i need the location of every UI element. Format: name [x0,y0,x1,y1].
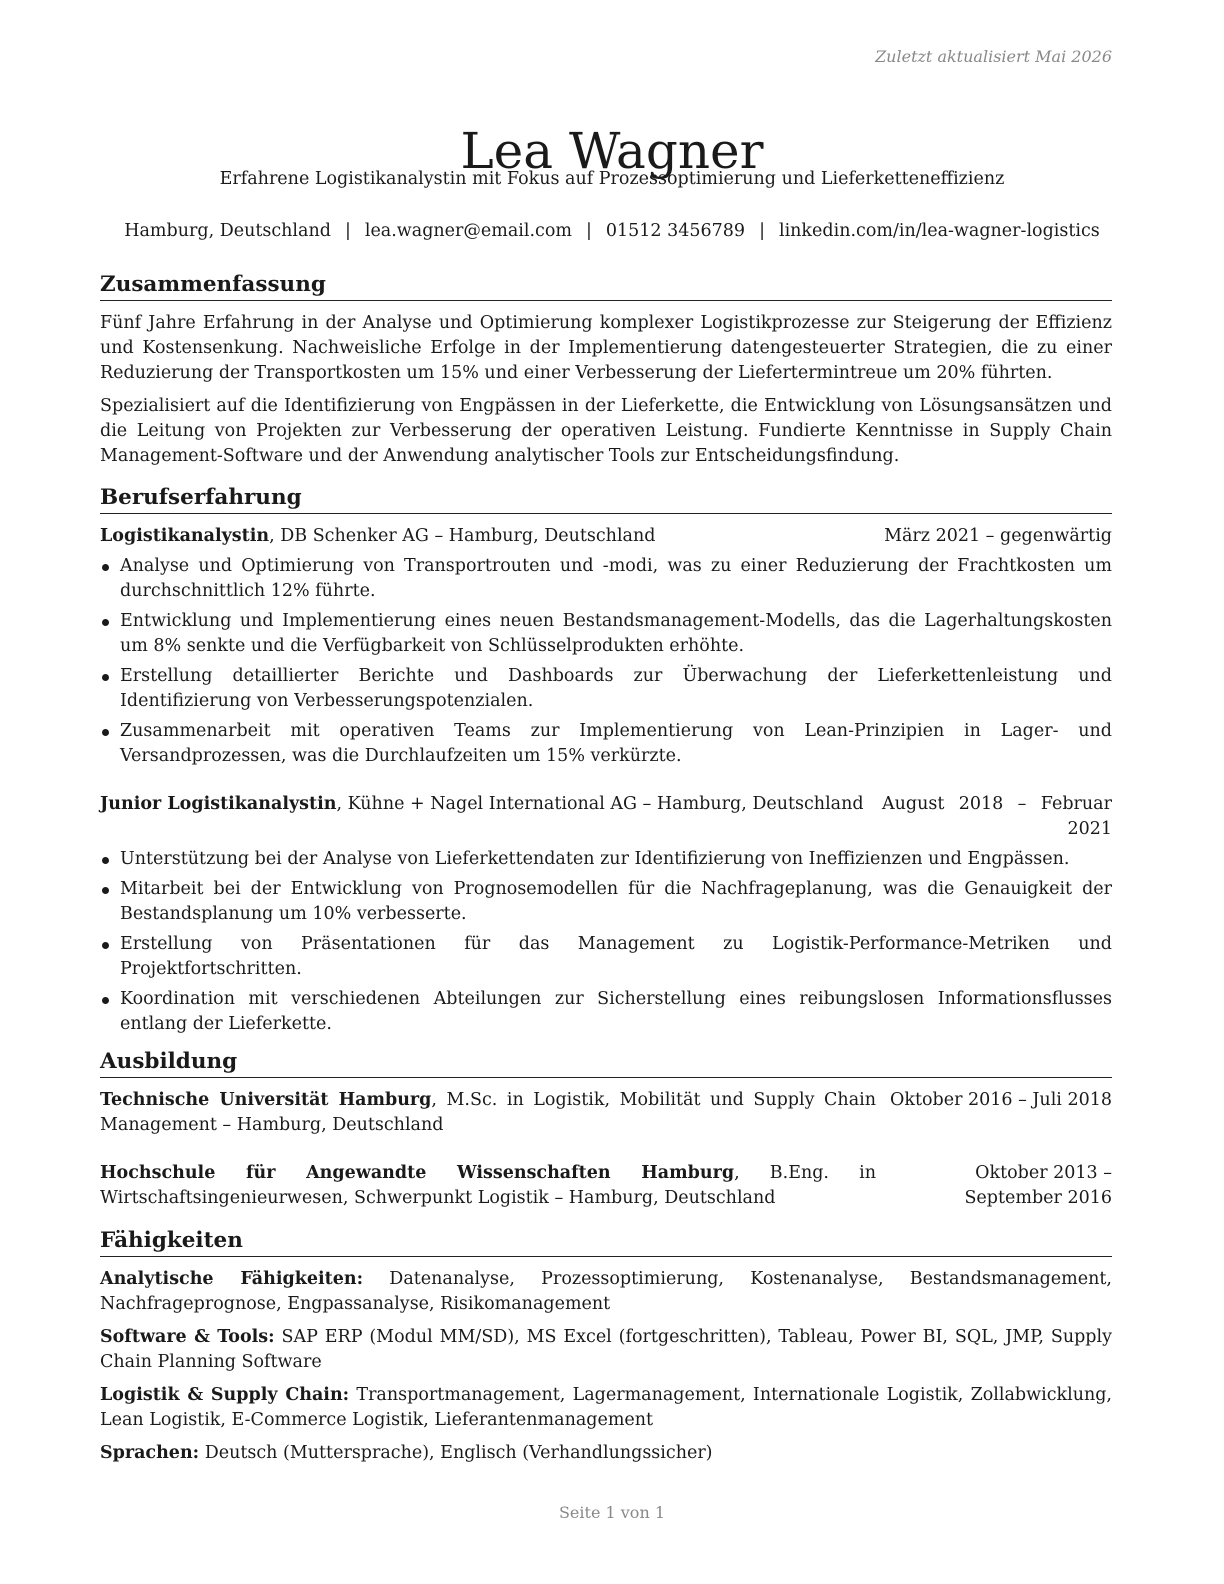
degree-detail: , M.Sc. in Logistik, Mobilität und Supply Chain Management – Hamburg, Deutschland [100,1090,876,1135]
page-footer: Seite 1 von 1 [558,1503,666,1522]
job-entry [100,524,1112,769]
section-heading-education: Ausbildung [100,1047,1112,1078]
job-company: , DB Schenker AG – Hamburg, Deutschland [269,526,656,546]
degree-detail: , B.Eng. in Wirtschaftsingenieurwesen, Schwerpunkt Logistik – Hamburg, Deutschland [100,1163,876,1208]
summary-section [100,270,1112,469]
list-item [100,987,1112,1037]
section-heading-experience: Berufserfahrung [100,483,1112,514]
education-entry [100,1161,1112,1211]
job-title: Logistikanalystin [100,526,270,546]
education-entry [100,1088,1112,1138]
education-section [100,1047,1112,1211]
bullet-text: Koordination mit verschiedenen Abteilungen zur Sicherstellung eines reibungslosen Informationsflusses entlang der Lieferkette. [120,989,1112,1034]
skill-text: Deutsch (Muttersprache), Englisch (Verhandlungssicher) [199,1443,713,1463]
summary-paragraph: Fünf Jahre Erfahrung in der Analyse und Optimierung komplexer Logistikprozesse zur Steigerung der Effizienz und Kostensenkung. Nachweisliche Erfolge in der Implementierung datengesteuerter Strategien, die zu einer Reduzierung der Transportkosten um 15% und einer Verbesserung der Liefertermintreue um 20% führten. [100,313,1112,383]
summary-paragraph: Spezialisiert auf die Identifizierung von Engpässen in der Lieferkette, die Entwicklung von Lösungsansätzen und die Leitung von Projekten zur Verbesserung der operativen Leistung. Fundierte Kenntnisse in Supply Chain Management-Software und der Anwendung analytischer Tools zur Entscheidungsfindung. [100,396,1112,466]
skill-row [100,1267,1112,1317]
school-name: Technische Universität Hamburg [100,1090,432,1110]
contact-separator: | [344,221,351,241]
job-entry [100,792,1112,1037]
job-company: , Kühne + Nagel International AG – Hamburg, Deutschland [336,794,864,814]
contact-separator: | [759,221,765,241]
resume-body [100,270,1112,1474]
bullet-icon [102,997,109,1004]
list-item [100,932,1112,982]
job-title: Junior Logistikanalystin [100,794,337,814]
education-dates: Oktober 2016 – Juli 2018 [890,1090,1112,1110]
job-bullets [100,847,1112,1037]
bullet-icon [102,564,109,571]
contact-separator: | [585,221,592,241]
list-item [100,847,1112,872]
bullet-text: Erstellung detaillierter Berichte und Dashboards zur Überwachung der Lieferkettenleistung und Identifizierung von Verbesserungspotenzialen. [120,666,1112,711]
last-updated-note: Zuletzt aktualisiert Mai 2026 [875,47,1112,66]
job-bullets [100,554,1112,769]
bullet-icon [102,729,109,736]
contact-location: Hamburg, Deutschland [124,221,331,241]
contact-phone[interactable]: 01512 3456789 [605,221,746,241]
list-item [100,664,1112,714]
bullet-text: Mitarbeit bei der Entwicklung von Prognosemodellen für die Nachfrageplanung, was die Genauigkeit der Bestandsplanung um 10% verbesserte. [120,879,1112,924]
bullet-text: Analyse und Optimierung von Transportrouten und -modi, was zu einer Reduzierung der Frachtkosten um durchschnittlich 12% führte. [120,556,1112,601]
skills-section [100,1226,1112,1466]
contact-line [0,219,1224,244]
bullet-icon [102,942,109,949]
bullet-icon [102,619,109,626]
contact-linkedin[interactable]: linkedin.com/in/lea-wagner-logistics [778,221,1100,241]
skill-text: Transportmanagement, Lagermanagement, Internationale Logistik, Zollabwicklung, Lean Logistik, E-Commerce Logistik, Lieferantenmanagement [100,1385,1112,1430]
bullet-icon [102,887,109,894]
bullet-text: Entwicklung und Implementierung eines neuen Bestandsmanagement-Modells, das die Lagerhaltungskosten um 8% senkte und die Verfügbarkeit von Schlüsselprodukten erhöhte. [120,611,1112,656]
candidate-name: Lea Wagner [460,121,764,180]
tagline: Erfahrene Logistikanalystin mit Fokus auf Prozessoptimierung und Lieferketteneffizienz [219,169,1005,189]
skill-label: Sprachen: [100,1443,200,1463]
skill-label: Logistik & Supply Chain: [100,1385,350,1405]
contact-email[interactable]: lea.wagner@email.com [364,221,572,241]
school-name: Hochschule für Angewandte Wissenschaften Hamburg [100,1163,735,1183]
skill-text: SAP ERP (Modul MM/SD), MS Excel (fortgeschritten), Tableau, Power BI, SQL, JMP, Supply Chain Planning Software [100,1327,1112,1372]
section-heading-summary: Zusammenfassung [100,270,1112,301]
skill-text: Datenanalyse, Prozessoptimierung, Kostenanalyse, Bestandsmanagement, Nachfrageprognose, Engpassanalyse, Risikomanagement [100,1269,1112,1314]
bullet-text: Unterstützung bei der Analyse von Lieferkettendaten zur Identifizierung von Ineffizienzen und Engpässen. [120,849,1070,869]
skill-row [100,1325,1112,1375]
skill-label: Software & Tools: [100,1327,275,1347]
job-header [100,792,1112,842]
skill-label: Analytische Fähigkeiten: [100,1269,364,1289]
job-dates: März 2021 – gegenwärtig [884,526,1112,546]
list-item [100,554,1112,604]
bullet-icon [102,674,109,681]
list-item [100,719,1112,769]
skill-row [100,1383,1112,1433]
bullet-text: Erstellung von Präsentationen für das Management zu Logistik-Performance-Metriken und Projektfortschritten. [120,934,1112,979]
section-heading-skills: Fähigkeiten [100,1226,1112,1257]
list-item [100,877,1112,927]
bullet-icon [102,857,109,864]
job-dates: August 2018 – Februar 2021 [882,794,1112,839]
bullet-text: Zusammenarbeit mit operativen Teams zur Implementierung von Lean-Prinzipien in Lager- und Versandprozessen, was die Durchlaufzeiten um 15% verkürzte. [120,721,1112,766]
education-dates: Oktober 2013 – September 2016 [964,1163,1112,1208]
job-header [100,524,1112,549]
skill-row [100,1441,1112,1466]
experience-section [100,483,1112,1037]
list-item [100,609,1112,659]
